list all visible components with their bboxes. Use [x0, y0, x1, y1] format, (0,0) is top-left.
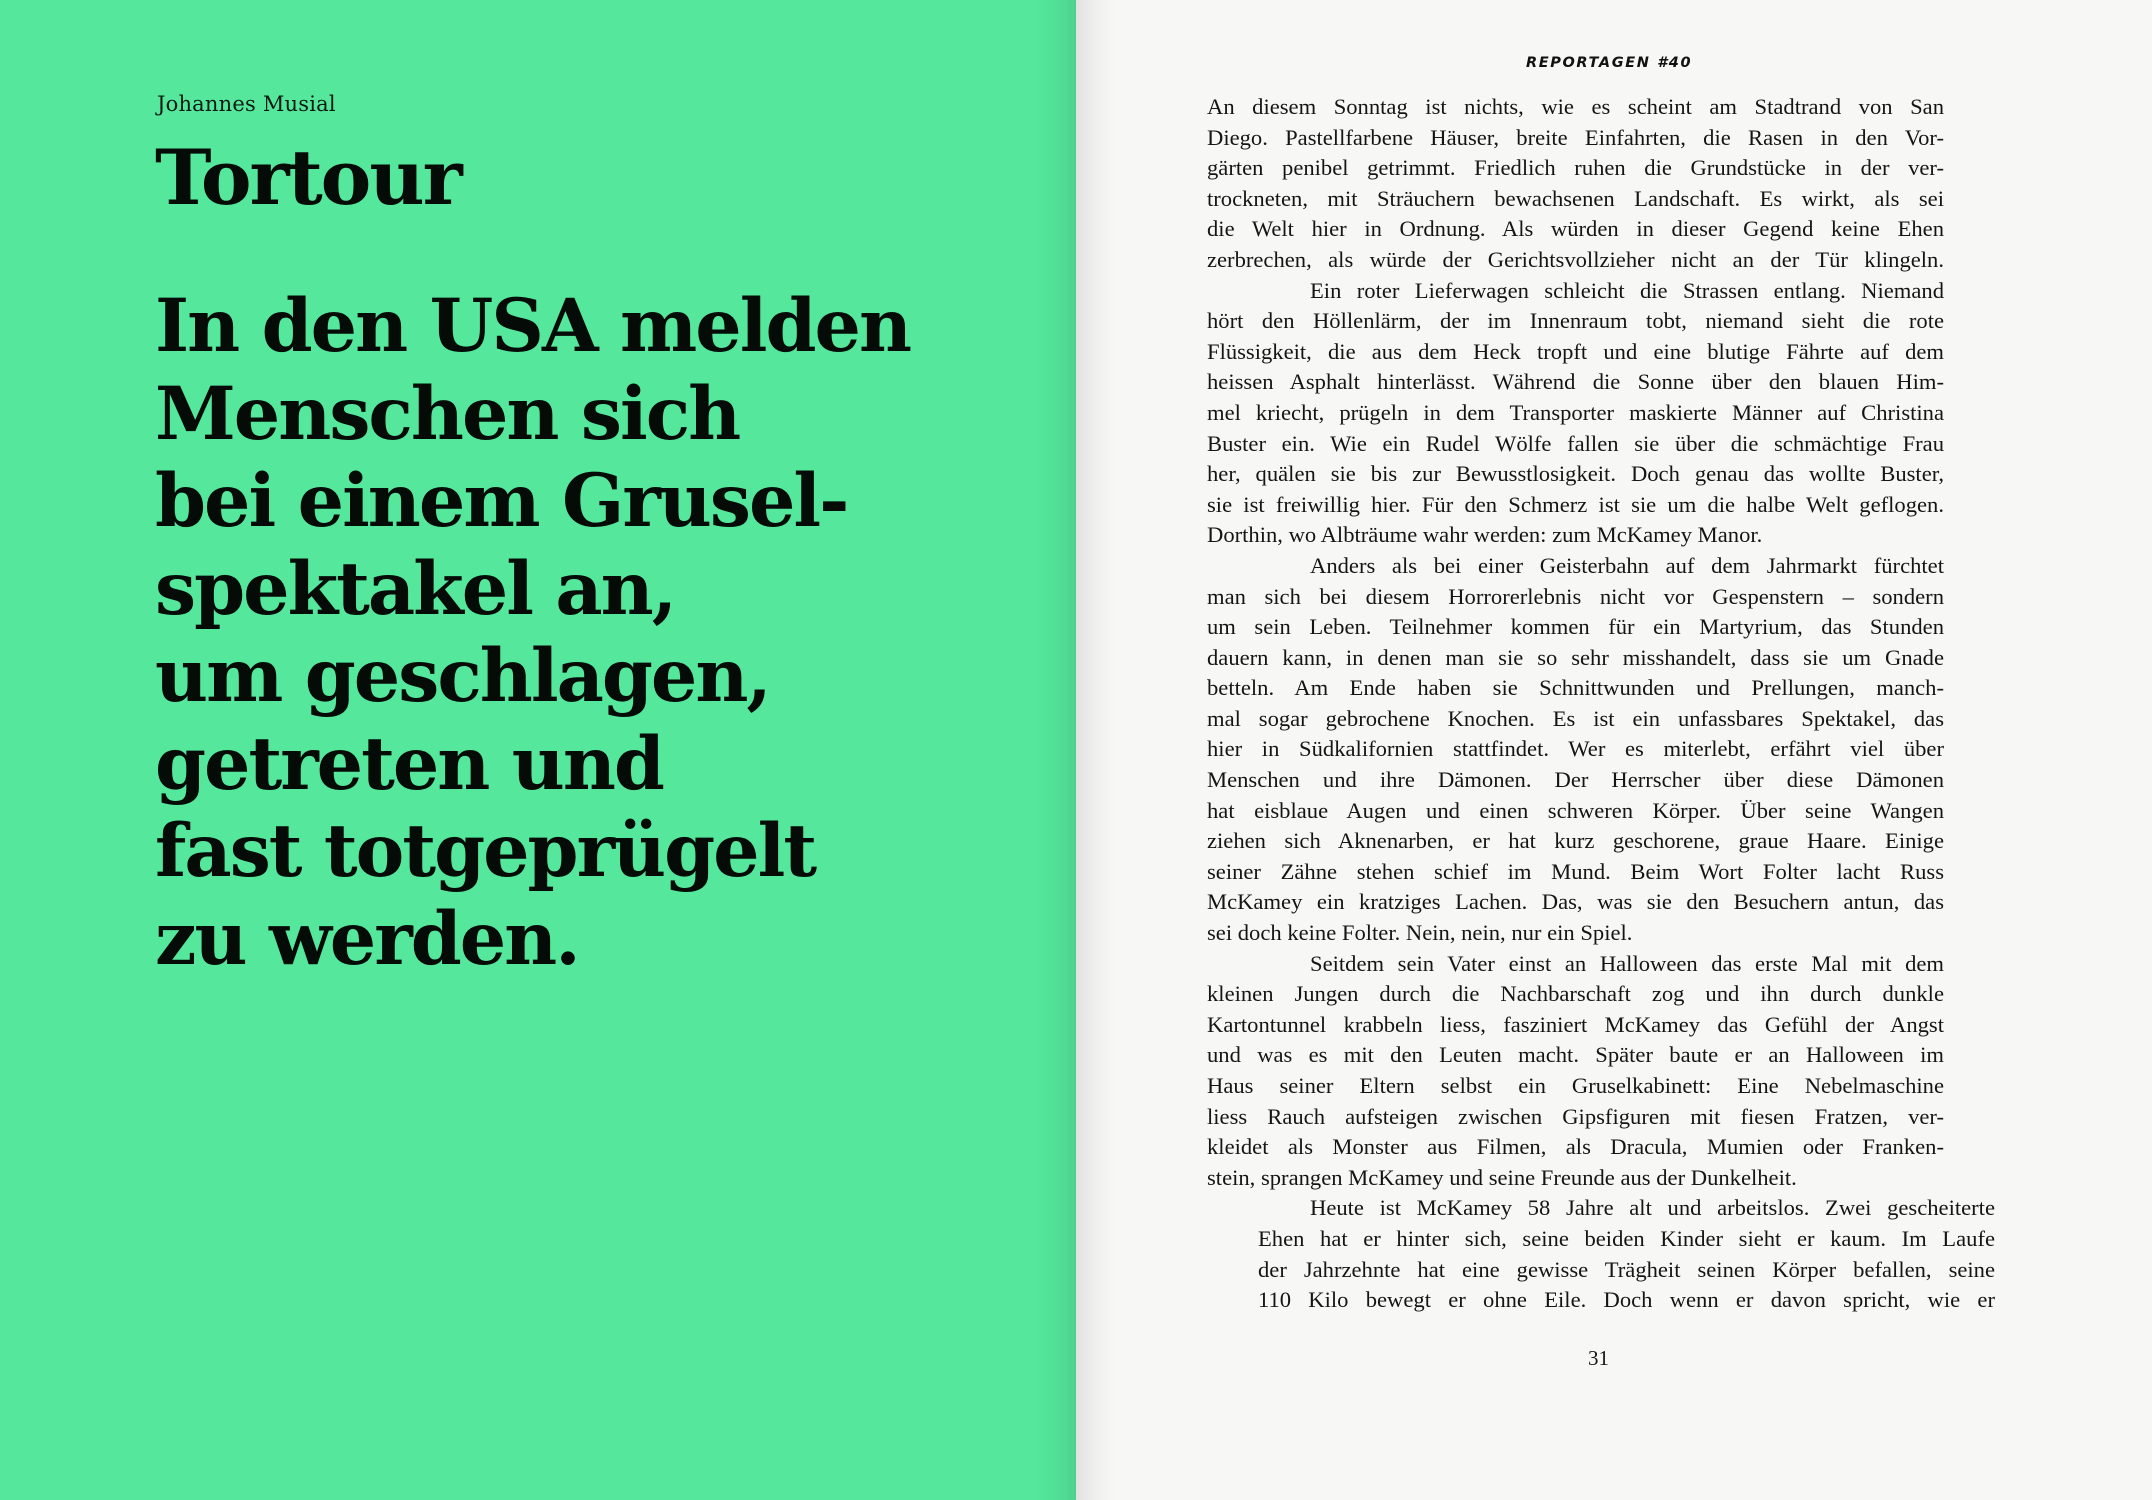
body-line: heissen Asphalt hinterlässt. Während die Sonne über den blauen Him- — [1207, 369, 1944, 395]
body-line: McKamey ein kratziges Lachen. Das, was sie den Besuchern antun, das — [1207, 889, 1944, 915]
body-line: hier in Südkalifornien stattfindet. Wer es miterlebt, erfährt viel über — [1207, 736, 1944, 762]
body-line: die Welt hier in Ordnung. Als würden in dieser Gegend keine Ehen — [1207, 216, 1944, 242]
body-line: Dorthin, wo Albträume wahr werden: zum McKamey Manor. — [1207, 522, 1763, 548]
body-line: Kartontunnel krabbeln liess, fasziniert McKamey das Gefühl der Angst — [1207, 1011, 1944, 1037]
body-line: zerbrechen, als würde der Gerichtsvollzieher nicht an der Tür klingeln. — [1207, 246, 1944, 272]
article-body — [1207, 92, 1995, 1316]
body-line: mal sogar gebrochene Knochen. Es ist ein unfassbares Spektakel, das — [1207, 705, 1944, 731]
author-name: Johannes Musial — [157, 92, 336, 116]
article-lede — [155, 283, 1015, 983]
lede-line: Menschen sich — [155, 370, 740, 457]
page-number: 31 — [1588, 1346, 1609, 1370]
body-line: mel kriecht, prügeln in dem Transporter maskierte Männer auf Christina — [1207, 399, 1944, 425]
body-line: trockneten, mit Sträuchern bewachsenen Landschaft. Es wirkt, als sei — [1207, 185, 1944, 211]
body-line: gärten penibel getrimmt. Friedlich ruhen die Grundstücke in der ver- — [1207, 155, 1944, 181]
body-line: Seitdem sein Vater einst an Halloween das erste Mal mit dem — [1310, 950, 1944, 976]
lede-line: spektakel an, — [155, 545, 676, 632]
lede-line: fast totgeprügelt — [155, 808, 816, 894]
body-line: um sein Leben. Teilnehmer kommen für ein Martyrium, das Stunden — [1207, 614, 1944, 640]
body-line: dauern kann, in denen man sie so sehr misshandelt, dass sie um Gnade — [1207, 644, 1944, 670]
body-line: ziehen sich Aknenarben, er hat kurz geschorene, graue Haare. Einige — [1207, 828, 1944, 854]
body-line: stein, sprangen McKamey und seine Freunde aus der Dunkelheit. — [1207, 1164, 1797, 1190]
lede-line: zu werden. — [155, 895, 579, 982]
body-line: sei doch keine Folter. Nein, nein, nur ein Spiel. — [1207, 920, 1633, 946]
body-line: hat eisblaue Augen und einen schweren Körper. Über seine Wangen — [1207, 797, 1944, 823]
body-line: Ehen hat er hinter sich, seine beiden Kinder sieht er kaum. Im Laufe — [1258, 1225, 1995, 1251]
lede-line: um geschlagen, — [155, 633, 770, 719]
body-line: kleinen Jungen durch die Nachbarschaft zog und ihn durch dunkle — [1207, 981, 1944, 1007]
body-line: Diego. Pastellfarbene Häuser, breite Einfahrten, die Rasen in den Vor- — [1207, 124, 1944, 150]
body-line: Ein roter Lieferwagen schleicht die Strassen entlang. Niemand — [1310, 277, 1944, 303]
lede-line: getreten und — [155, 720, 663, 807]
body-line: her, quälen sie bis zur Bewusstlosigkeit. Doch genau das wollte Buster, — [1207, 461, 1944, 487]
body-line: An diesem Sonntag ist nichts, wie es scheint am Stadtrand von San — [1207, 94, 1944, 119]
lede-line: In den USA melden — [155, 283, 911, 369]
body-line: der Jahrzehnte hat eine gewisse Trägheit seinen Körper befallen, seine — [1258, 1256, 1995, 1282]
body-line: sie ist freiwillig hier. Für den Schmerz ist sie um die halbe Welt geflogen. — [1207, 491, 1944, 517]
body-line: hört den Höllenlärm, der im Innenraum tobt, niemand sieht die rote — [1207, 308, 1944, 334]
body-line: 110 Kilo bewegt er ohne Eile. Doch wenn er davon spricht, wie er — [1258, 1287, 1995, 1313]
body-line: Haus seiner Eltern selbst ein Gruselkabinett: Eine Nebelmaschine — [1207, 1073, 1944, 1098]
body-line: betteln. Am Ende haben sie Schnittwunden und Prellungen, manch- — [1207, 675, 1944, 701]
running-head: REPORTAGEN #40 — [1526, 55, 1693, 71]
gutter-shadow-left — [1030, 0, 1076, 1500]
article-title: Tortour — [155, 133, 461, 222]
lede-line: bei einem Grusel- — [155, 458, 848, 544]
body-line: Anders als bei einer Geisterbahn auf dem Jahrmarkt fürchtet — [1310, 552, 1944, 578]
body-line: liess Rauch aufsteigen zwischen Gipsfiguren mit fiesen Fratzen, ver- — [1207, 1103, 1944, 1129]
body-line: Buster ein. Wie ein Rudel Wölfe fallen sie über die schmächtige Frau — [1207, 430, 1944, 456]
body-line: und was es mit den Leuten macht. Später baute er an Halloween im — [1207, 1042, 1944, 1068]
body-line: Flüssigkeit, die aus dem Heck tropft und eine blutige Fährte auf dem — [1207, 338, 1944, 364]
body-line: man sich bei diesem Horrorerlebnis nicht vor Gespenstern – sondern — [1207, 583, 1944, 609]
gutter-shadow-right — [1076, 0, 1116, 1500]
body-line: Menschen und ihre Dämonen. Der Herrscher über diese Dämonen — [1207, 767, 1944, 793]
body-line: kleidet als Monster aus Filmen, als Dracula, Mumien oder Franken- — [1207, 1134, 1944, 1160]
body-line: Heute ist McKamey 58 Jahre alt und arbeitslos. Zwei gescheiterte — [1310, 1195, 1995, 1221]
body-line: seiner Zähne stehen schief im Mund. Beim Wort Folter lacht Russ — [1207, 858, 1944, 884]
